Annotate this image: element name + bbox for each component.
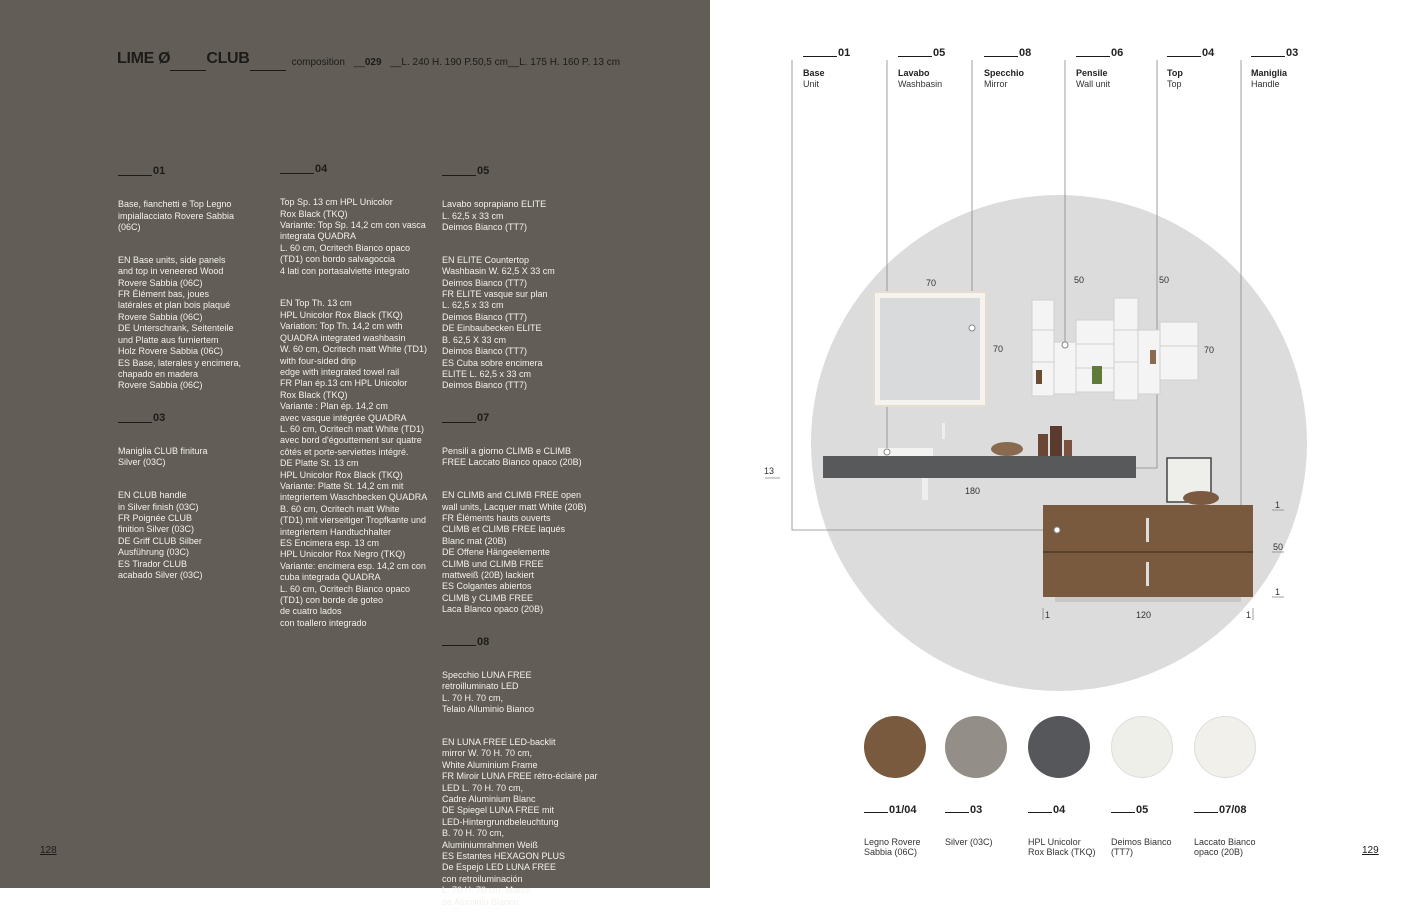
spec-column-1	[118, 155, 268, 593]
swatch-label-lacquer: 07/08 Laccato Bianco opaco (20B)	[1194, 804, 1256, 857]
countertop	[823, 456, 1136, 478]
page-number-right: 129	[1362, 845, 1379, 856]
callout-top: 04 Top Top	[1167, 47, 1215, 89]
dim-base-top: 1	[1275, 500, 1281, 510]
brand-club: CLUB	[206, 50, 250, 67]
callout-washbasin: 05 Lavabo Washbasin	[898, 47, 946, 89]
swatch-lacquer-white	[1194, 716, 1256, 778]
callout-wall-unit: 06 Pensile Wall unit	[1076, 47, 1124, 89]
dim-mirror-height: 70	[993, 344, 1004, 354]
block-number: 03	[118, 413, 268, 424]
block-text: EN Top Th. 13 cm HPL Unicolor Rox Black (TKQ) Variation: Top Th. 14,2 cm with QUADRA integrated washbasin W. 60 cm, Ocritech matt White (TD1) with four-sided drip edge with integrated towel rail FR Plan ép.13 cm HPL Unicolor Rox Black (TKQ) Variante : Plan ép. 14,2 cm avec vasque intégrée QUADRA L. 60 cm, Ocritech matt White (TD1) avec bord d'égouttement sur quatre côtés et porte-serviettes intégré. DE Platte St. 13 cm HPL Unicolor Rox Black (TKQ) Variante: Platte St. 14,2 cm mit integriertem Waschbecken QUADRA B. 60 cm, Ocritech matt White (TD1) mit vierseitiger Tropfkante und integriertem Handtuchhalter ES Encimera esp. 13 cm HPL Unicolor Rox Negro (TKQ) Variante: encimera esp. 14,2 cm con cuba integrada QUADRA L. 60 cm, Ocritech Bianco opaco (TD1) con borde de goteo de cuatro lados con toallero integrado	[280, 298, 428, 628]
block-text: EN CLUB handle in Silver finish (03C) FR Poignée CLUB finition Silver (03C) DE Griff CLUB Silber Ausführung (03C) ES Tirador CLUB acabado Silver (03C)	[118, 490, 203, 580]
swatch-deimos-white	[1111, 716, 1173, 778]
block-text: EN ELITE Countertop Washbasin W. 62,5 X 33 cm Deimos Bianco (TT7) FR ELITE vasque sur plan L. 62,5 x 33 cm Deimos Bianco (TT7) DE Einbaubecken ELITE B. 62,5 X 33 cm Deimos Bianco (TT7) ES Cuba sobre encimera ELITE L. 62,5 x 33 cm Deimos Bianco (TT7)	[442, 254, 555, 391]
composition-dims: L. 240 H. 190 P.50,5 cm	[401, 57, 508, 68]
swatch-silver	[945, 716, 1007, 778]
swatch-label-wood: 01/04 Legno Rovere Sabbia (06C)	[864, 804, 921, 857]
right-page	[710, 0, 1420, 888]
callout-base: 01 Base Unit	[803, 47, 851, 89]
block-number: 05	[442, 166, 602, 177]
dim-shelf-height: 70	[1204, 345, 1215, 355]
block-text: Top Sp. 13 cm HPL Unicolor Rox Black (TKQ) Variante: Top Sp. 14,2 cm con vasca integrata QUADRA L. 60 cm, Ocritech Bianco opaco (TD1) con bordo salvagoccia 4 lati con portasalviette integrato	[280, 197, 426, 276]
swatch-label-deimos: 05 Deimos Bianco (TT7)	[1111, 804, 1172, 857]
dim-shelf-width-1: 50	[1074, 275, 1085, 285]
left-page	[0, 0, 710, 907]
dim-top-thickness: 13	[764, 466, 775, 476]
callout-mirror: 08 Specchio Mirror	[984, 47, 1032, 89]
spec-column-3	[442, 155, 602, 919]
composition-label: composition	[291, 57, 345, 68]
block-number: 08	[442, 637, 602, 648]
dim-mirror-width: 70	[926, 278, 937, 288]
swatch-label-hpl: 04 HPL Unicolor Rox Black (TKQ)	[1028, 804, 1096, 857]
dim-top-width: 180	[965, 486, 981, 496]
block-text: EN Base units, side panels and top in veneered Wood Rovere Sabbia (06C) FR Élément bas, joues latérales et plan bois plaqué Rovere Sabbia (06C) DE Unterschrank, Seitenteile und Platte aus furniertem Holz Rovere Sabbia (06C) ES Base, laterales y encimera, chapado en madera Rovere Sabbia (06C)	[118, 254, 242, 391]
block-text: Pensili a giorno CLIMB e CLIMB FREE Laccato Bianco opaco (20B)	[442, 445, 582, 468]
dim-shelf-width-2: 50	[1159, 275, 1170, 285]
callout-handle: 03 Maniglia Handle	[1251, 47, 1299, 89]
dim-base-width: 120	[1136, 610, 1152, 620]
block-text: Lavabo soprapiano ELITE L. 62,5 x 33 cm Deimos Bianco (TT7)	[442, 199, 547, 233]
block-number: 04	[280, 164, 438, 175]
dim-base-bottom: 1	[1275, 587, 1281, 597]
page-number-left: 128	[40, 845, 57, 856]
spec-column-2	[280, 153, 438, 641]
dim-base-height: 50	[1273, 542, 1284, 552]
swatch-label-silver: 03 Silver (03C)	[945, 804, 993, 847]
block-number: 07	[442, 413, 602, 424]
composition-code: 029	[364, 57, 382, 68]
composition-dims-2: L. 175 H. 160 P. 13 cm	[519, 57, 621, 68]
swatch-wood	[864, 716, 926, 778]
block-text: Specchio LUNA FREE retroilluminato LED L. 70 H. 70 cm, Telaio Alluminio Bianco	[442, 669, 535, 715]
block-text: EN LUNA FREE LED-backlit mirror W. 70 H. 70 cm, White Aluminium Frame FR Miroir LUNA FREE rétro-éclairé par LED L. 70 H. 70 cm, Cadre Aluminium Blanc DE Spiegel LUNA FREE mit LED-Hintergrundbeleuchtung B. 70 H. 70 cm, Aluminiumrahmen Weiß ES Estantes HEXAGON PLUS De Espejo LED LUNA FREE con retroiluminación L. 70 H. 70 cm, Marco de Aluminio Blanco	[442, 736, 598, 907]
block-text: EN CLIMB and CLIMB FREE open wall units, Lacquer matt White (20B) FR Éléments hauts ouverts CLIMB et CLIMB FREE laqués Blanc mat (20B) DE Offene Hängeelemente CLIMB und CLIMB FREE mattweiß (20B) lackiert ES Colgantes abiertos CLIMB y CLIMB FREE Laca Blanco opaco (20B)	[442, 490, 587, 615]
page-title: LIME Ø CLUB composition __ 029 __ L. 240 H. 190 P.50,5 cm __ L. 175 H. 160 P. 13 cm	[117, 50, 620, 68]
swatch-hpl-black	[1028, 716, 1090, 778]
dim-base-side-right: 1	[1246, 610, 1252, 620]
block-text: Base, fianchetti e Top Legno impiallacciato Rovere Sabbia (06C)	[118, 199, 235, 233]
brand-lime: LIME Ø	[117, 50, 171, 67]
block-number: 01	[118, 166, 268, 177]
dim-base-side-left: 1	[1045, 610, 1051, 620]
block-text: Maniglia CLUB finitura Silver (03C)	[118, 445, 208, 468]
mirror-glass	[880, 298, 980, 400]
